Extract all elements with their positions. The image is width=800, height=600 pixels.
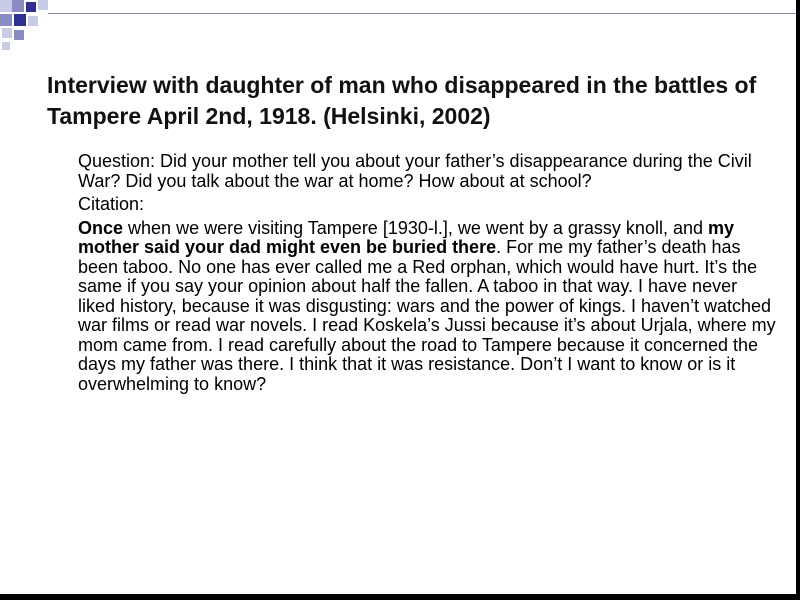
slide-title: Interview with daughter of man who disappeared in the battles of Tampere April 2nd, 1918. (Helsinki, 2002) [47,72,757,129]
citation-emphasis: my mother said your dad might even be buried there [78,217,735,257]
corner-square [14,30,24,40]
corner-square [28,16,38,26]
corner-square [2,42,10,50]
slide-body [78,152,778,394]
corner-decoration [0,0,120,60]
citation-label: Citation: [78,194,145,214]
corner-square [12,0,24,12]
citation-segment: when we were visiting Tampere [1930-l.], we went by a grassy knoll, and [123,217,708,238]
corner-square [38,0,48,10]
citation-emphasis: Once [78,217,124,238]
corner-square [0,14,12,26]
corner-square [14,14,26,26]
corner-square [26,2,36,12]
header-rule [48,13,796,14]
citation-segment: . For me my father’s death has been taboo. No one has ever called me a Red orphan, which would have hurt. It’s the same if you say your opinion about half the fallen. A taboo in that way. I have never liked history, because it was disgusting: wars and the power of kings. I haven’t watched war films or read war novels. I read Koskela’s Jussi because it’s about Urjala, where my mom came from. I read carefully about the road to Tampere because it concerned the days my father was there. I think that it was resistance. Don’t I want to know or is it overwhelming to know? [78,237,776,394]
citation-text [78,219,778,395]
question-text: Question: Did your mother tell you about your father’s disappearance during the Civil War? Did you talk about the war at home? How about at school? [78,151,752,191]
corner-square [2,28,12,38]
corner-square [0,0,12,12]
